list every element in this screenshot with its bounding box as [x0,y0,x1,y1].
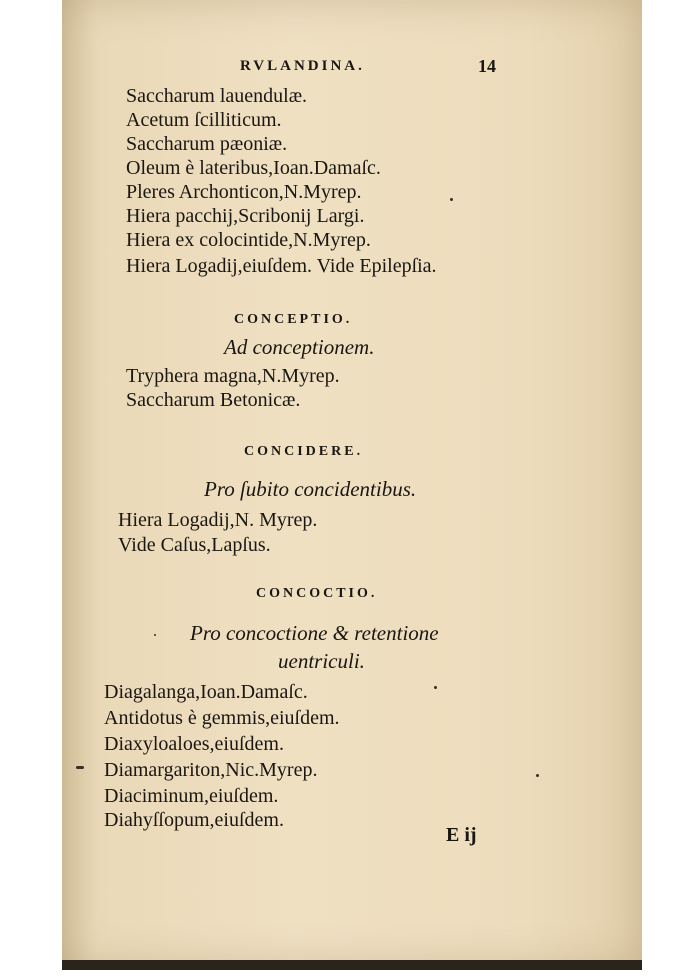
entry-line: Saccharum Betonicæ. [126,389,301,411]
section-heading-concidere: CONCIDERE. [244,444,364,459]
signature-mark: E ij [446,824,477,846]
entry-line: Vide Caſus,Lapſus. [118,534,271,556]
entry-line: Hiera Logadij,eiuſdem. Vide Epilepſia. [126,255,437,277]
section-subhead-conceptio: Ad conceptionem. [224,335,375,359]
entry-line: Hiera ex colocintide,N.Myrep. [126,229,371,251]
section-subhead-concidere: Pro ſubito concidentibus. [204,477,417,501]
book-page [62,0,642,966]
entry-line: Tryphera magna,N.Myrep. [126,365,340,387]
page-header [62,58,642,82]
entry-line: Pleres Archonticon,N.Myrep. [126,181,362,203]
section-subhead-concoctio-line1: Pro concoctione & retentione [190,621,439,645]
ink-speck [154,634,156,636]
entry-line: Diamargariton,Nic.Myrep. [104,759,318,781]
ink-speck [536,774,539,777]
entry-line: Acetum ſcilliticum. [126,109,282,131]
folio-number: 14 [478,56,496,76]
section-subhead-concoctio-line2: uentriculi. [278,649,365,673]
section-heading-concoctio: CONCOCTIO. [256,586,378,601]
entry-line: Saccharum pæoniæ. [126,133,288,155]
ink-speck [434,686,437,689]
entry-line: Diaciminum,eiuſdem. [104,785,279,807]
section-heading-conceptio: CONCEPTIO. [234,312,353,327]
ink-speck [450,198,453,201]
entry-line: Hiera pacchij,Scribonij Largi. [126,205,365,227]
entry-line: Diagalanga,Ioan.Damaſc. [104,681,308,703]
page-bottom-edge [62,960,642,970]
entry-line: Saccharum lauendulæ. [126,85,308,107]
ink-speck [76,766,84,769]
entry-line: Hiera Logadij,N. Myrep. [118,509,318,531]
entry-line: Diahyſſopum,eiuſdem. [104,809,284,831]
entry-line: Diaxyloaloes,eiuſdem. [104,733,284,755]
entry-line: Antidotus è gemmis,eiuſdem. [104,707,340,729]
entry-line: Oleum è lateribus,Ioan.Damaſc. [126,157,381,179]
running-title: RVLANDINA. [240,58,365,74]
